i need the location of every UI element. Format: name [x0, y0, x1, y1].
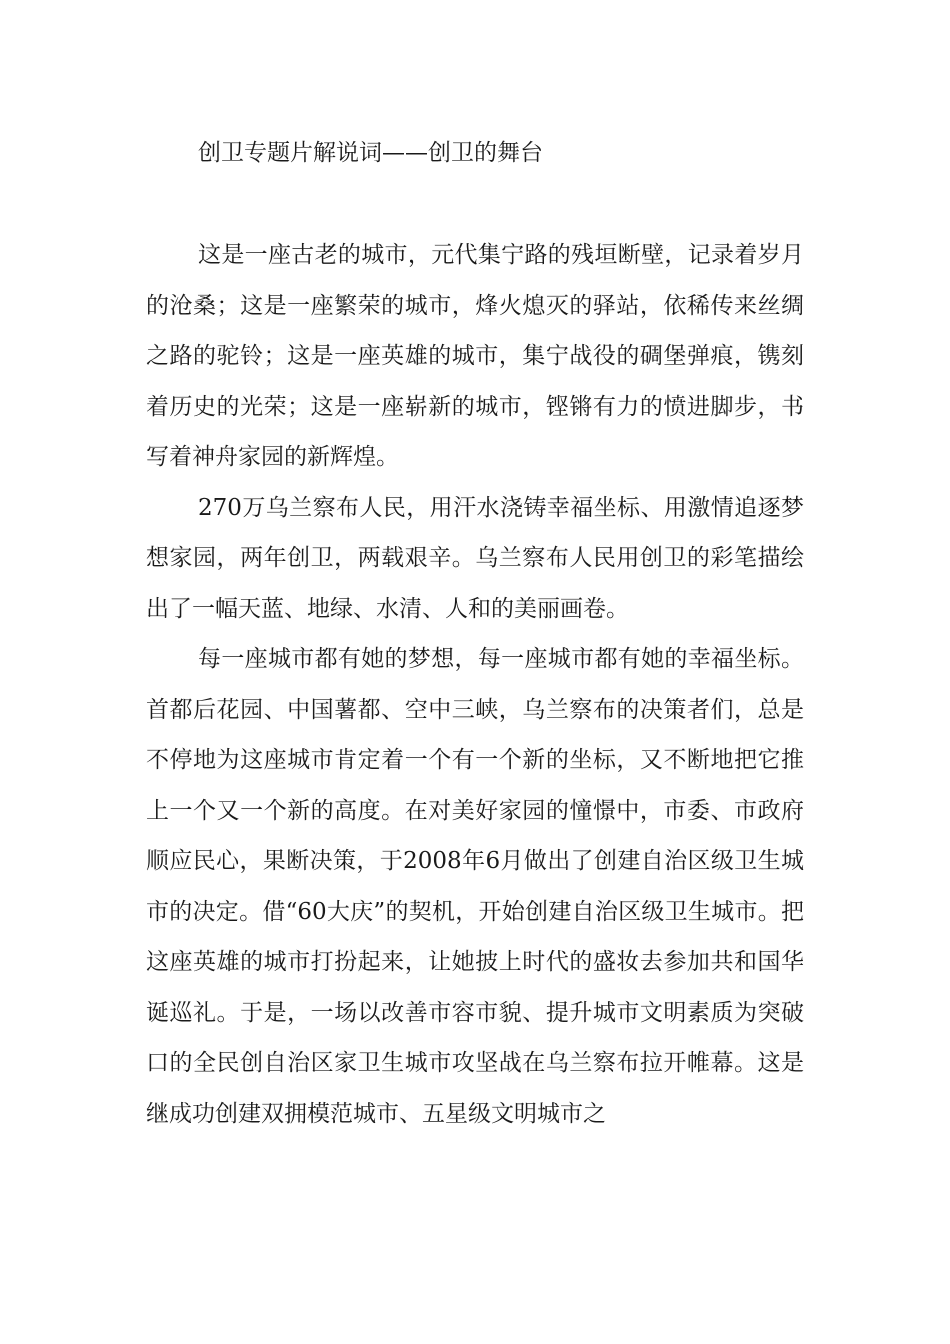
document-body — [146, 230, 804, 1139]
paragraph-1: 这是一座古老的城市，元代集宁路的残垣断壁，记录着岁月的沧桑；这是一座繁荣的城市，烽火熄灭的驿站，依稀传来丝绸之路的驼铃；这是一座英雄的城市，集宁战役的碉堡弹痕，镌刻着历史的光荣；这是一座崭新的城市，铿锵有力的愤进脚步，书写着神舟家园的新辉煌。 — [146, 242, 804, 470]
paragraph-2: 270万乌兰察布人民，用汗水浇铸幸福坐标、用激情追逐梦想家园，两年创卫，两载艰辛。乌兰察布人民用创卫的彩笔描绘出了一幅天蓝、地绿、水清、人和的美丽画卷。 — [146, 494, 804, 622]
document-title: 创卫专题片解说词——创卫的舞台 — [198, 140, 543, 166]
paragraph-3: 每一座城市都有她的梦想，每一座城市都有她的幸福坐标。首都后花园、中国薯都、空中三峡，乌兰察布的决策者们，总是不停地为这座城市肯定着一个有一个新的坐标，又不断地把它推上一个又一个新的高度。在对美好家园的憧憬中，市委、市政府顺应民心，果断决策，于2008年6月做出了创建自治区级卫生城市的决定。借“60大庆”的契机，开始创建自治区级卫生城市。把这座英雄的城市打扮起来，让她披上时代的盛妆去参加共和国华诞巡礼。于是，一场以改善市容市貌、提升城市文明素质为突破口的全民创自治区家卫生城市攻坚战在乌兰察布拉开帷幕。这是继成功创建双拥模范城市、五星级文明城市之 — [146, 646, 804, 1127]
